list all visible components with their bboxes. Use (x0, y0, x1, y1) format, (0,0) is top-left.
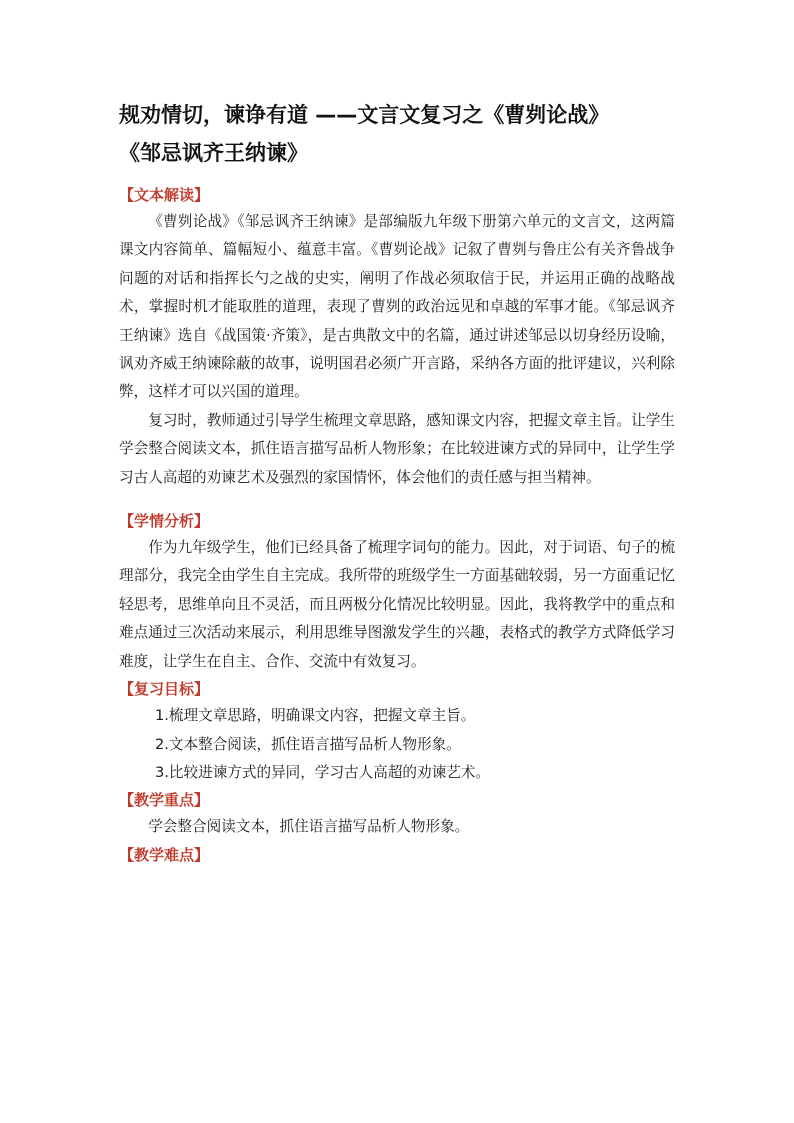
list-item: 1.梳理文章思路，明确课文内容，把握文章主旨。 (155, 707, 476, 725)
section-heading: 【学情分析】 (119, 512, 210, 531)
paragraph: 作为九年级学生，他们已经具备了梳理字词句的能力。因此，对于词语、句子的梳理部分，我完全由学生自主完成。我所带的班级学生一方面基础较弱，另一方面重记忆轻思考，思维单向且不灵活，而且两极分化情况比较明显。因此，我将教学中的重点和难点通过三次活动来展示，利用思维导图激发学生的兴趣，表格式的教学方式降低学习难度，让学生在自主、合作、交流中有效复习。 (119, 539, 675, 670)
section-heading: 【复习目标】 (119, 680, 210, 699)
section-teaching-focus (119, 787, 675, 841)
list-item: 2.文本整合阅读，抓住语言描写品析人物形象。 (155, 735, 461, 753)
paragraph: 学会整合阅读文本，抓住语言描写品析人物形象。 (148, 818, 470, 836)
section-review-goals (119, 676, 675, 787)
document-content (119, 96, 675, 868)
section-learning-analysis (119, 508, 675, 676)
document-title (119, 96, 675, 172)
section-heading: 【教学难点】 (119, 845, 210, 864)
title-line-2: 《邹忌讽齐王纳谏》 (119, 141, 308, 165)
title-line-1: 规劝情切，谏诤有道 ——文言文复习之《曹刿论战》 (119, 103, 610, 127)
list-item: 3.比较进谏方式的异同，学习古人高超的劝谏艺术。 (155, 763, 490, 781)
section-text-interpretation (119, 182, 675, 492)
section-heading: 【教学重点】 (119, 791, 210, 810)
paragraph: 《曹刿论战》《邹忌讽齐王纳谏》是部编版九年级下册第六单元的文言文，这两篇课文内容简单、篇幅短小、蕴意丰富。《曹刿论战》记叙了曹刿与鲁庄公有关齐鲁战争问题的对话和指挥长勺之战的史实，阐明了作战必须取信于民，并运用正确的战略战术，掌握时机才能取胜的道理，表现了曹刿的政治远见和卓越的军事才能。《邹忌讽齐王纳谏》选自《战国策·齐策》，是古典散文中的名篇，通过讲述邹忌以切身经历设喻，讽劝齐威王纳谏除蔽的故事，说明国君必须广开言路，采纳各方面的批评建议，兴利除弊，这样才可以兴国的道理。 (119, 213, 675, 401)
section-teaching-difficulty (119, 842, 675, 868)
section-heading: 【文本解读】 (119, 186, 210, 204)
paragraph: 复习时，教师通过引导学生梳理文章思路，感知课文内容，把握文章主旨。让学生学会整合阅读文本，抓住语言描写品析人物形象；在比较进谏方式的异同中，让学生学习古人高超的劝谏艺术及强烈的家国情怀，体会他们的责任感与担当精神。 (119, 411, 675, 486)
